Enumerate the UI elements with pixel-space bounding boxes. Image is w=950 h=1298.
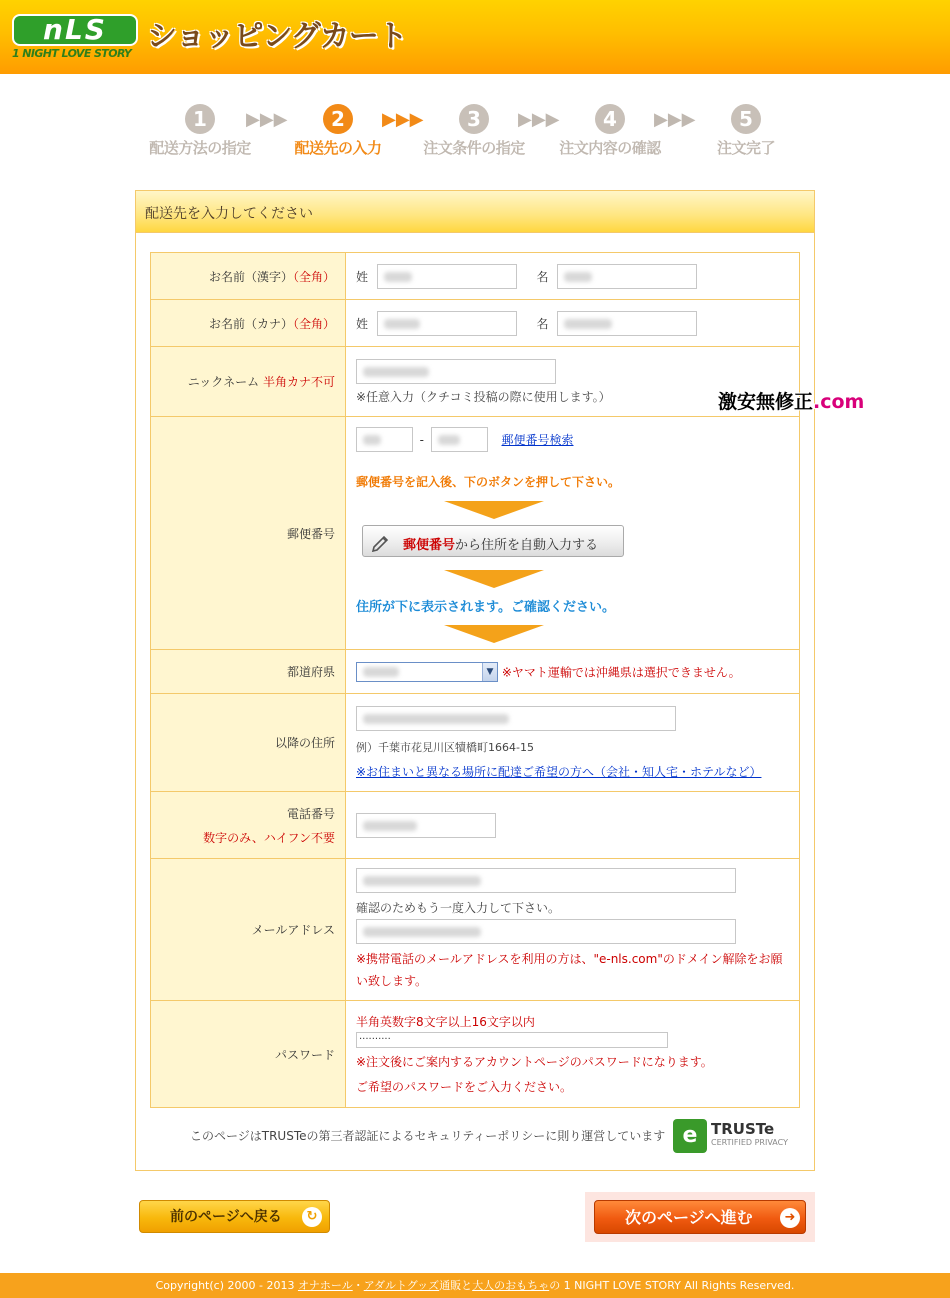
down-arrow-icon: [444, 625, 544, 643]
back-button[interactable]: [139, 1200, 330, 1233]
logo-tagline: 1 NIGHT LOVE STORY: [12, 47, 132, 60]
page-header: [0, 0, 950, 74]
phone-label: 電話番号: [286, 806, 335, 821]
phone-input[interactable]: [356, 813, 496, 838]
name-kanji-label: お名前（漢字）: [208, 269, 293, 284]
next-button[interactable]: [594, 1200, 806, 1234]
email-confirm-note: 確認のためもう一度入力して下さい。: [356, 900, 561, 915]
zip-dash: -: [419, 432, 424, 447]
password-rule: 半角英数字8文字以上16文字以内: [356, 1015, 535, 1029]
field-value: [346, 417, 800, 650]
zip-instruction: 郵便番号を記入後、下のボタンを押して下さい。: [356, 475, 621, 489]
zip-search-link[interactable]: 郵便番号検索: [501, 433, 574, 447]
truste-sub: CERTIFIED PRIVACY: [711, 1138, 788, 1147]
step-number: 5: [731, 104, 761, 134]
step-number: 3: [459, 104, 489, 134]
logo-mark: nLS: [12, 14, 138, 46]
form-row-email: [151, 859, 800, 1001]
watermark: [718, 391, 864, 413]
form-row-password: [151, 1001, 800, 1108]
footer-sep: ・: [352, 1279, 364, 1292]
required-note: （全角）: [292, 269, 335, 284]
panel-title: 配送先を入力してください: [136, 191, 814, 233]
shipping-form: [150, 252, 800, 1108]
zip-label: 郵便番号: [286, 526, 335, 541]
truste-name: TRUSTe: [711, 1120, 775, 1138]
truste-section: [136, 1117, 816, 1157]
nickname-input[interactable]: [356, 359, 556, 384]
page-title: ショッピングカート: [147, 19, 407, 54]
field-label: [151, 859, 346, 1001]
shipping-form-panel: [135, 190, 815, 1171]
form-row-nickname: [151, 347, 800, 417]
password-note: ご希望のパスワードをご入力ください。: [356, 1080, 573, 1094]
step-arrow-icon: ▶▶▶: [246, 109, 288, 130]
field-value: [346, 253, 800, 300]
zip-second-input[interactable]: [431, 427, 488, 452]
next-button-wrapper: [585, 1192, 815, 1242]
back-button-label: 前のページへ戻る: [170, 1209, 282, 1225]
prefecture-select[interactable]: [356, 662, 498, 682]
form-row-zip: [151, 417, 800, 650]
step-label: 注文完了: [716, 139, 775, 157]
password-input[interactable]: ··········: [356, 1032, 668, 1048]
field-label: [151, 417, 346, 650]
step-arrow-icon: ▶▶▶: [382, 109, 424, 130]
checkout-steps: [140, 104, 790, 164]
watermark-main: 激安無修正: [718, 391, 814, 413]
first-name-kanji-input[interactable]: [557, 264, 697, 289]
step-label: 注文内容の確認: [559, 139, 661, 157]
step-5: [681, 104, 811, 157]
step-arrow-icon: ▶▶▶: [654, 109, 696, 130]
next-button-label: 次のページへ進む: [625, 1208, 753, 1227]
field-value: [346, 650, 800, 694]
form-row-name-kanji: [151, 253, 800, 300]
step-arrow-icon: ▶▶▶: [518, 109, 560, 130]
email-label: メールアドレス: [251, 923, 335, 937]
truste-seal[interactable]: [673, 1119, 793, 1153]
address-input[interactable]: [356, 706, 676, 731]
field-label: [151, 650, 346, 694]
arrow-right-icon: ➜: [780, 1208, 800, 1228]
page-footer: [0, 1273, 950, 1298]
down-arrow-icon: [444, 570, 544, 588]
form-row-name-kana: [151, 300, 800, 347]
required-note: 半角カナ不可: [262, 375, 335, 389]
zip-result-note: 住所が下に表示されます。ご確認ください。: [356, 600, 615, 615]
footer-link-adult-goods[interactable]: アダルトグッズ: [363, 1279, 440, 1292]
first-name-kana-input[interactable]: [557, 311, 697, 336]
field-label: [151, 694, 346, 792]
nickname-note: ※任意入力（クチコミ投稿の際に使用します。）: [356, 389, 611, 404]
watermark-suffix: .com: [813, 391, 865, 413]
field-label: [151, 1001, 346, 1108]
footer-prefix: Copyright(c) 2000 - 2013: [155, 1279, 298, 1292]
field-label: [151, 347, 346, 417]
field-value: [346, 792, 800, 859]
form-row-prefecture: [151, 650, 800, 694]
step-number: 4: [595, 104, 625, 134]
last-name-prefix: 姓: [356, 269, 369, 284]
field-label: [151, 253, 346, 300]
email-input[interactable]: [356, 868, 736, 893]
zip-first-input[interactable]: [356, 427, 413, 452]
circle-arrow-icon: ↻: [302, 1207, 322, 1227]
last-name-kanji-input[interactable]: [377, 264, 517, 289]
zip-button-bold: 郵便番号: [403, 538, 456, 553]
name-kana-label: お名前（カナ）: [208, 316, 293, 331]
footer-link-toys[interactable]: 大人のおもちゃ: [472, 1279, 550, 1292]
down-arrow-icon: [444, 501, 544, 519]
address-label: 以降の住所: [274, 736, 335, 750]
field-label: [151, 792, 346, 859]
required-note: （全角）: [292, 316, 335, 331]
email-confirm-input[interactable]: [356, 919, 736, 944]
password-label: パスワード: [274, 1047, 335, 1062]
step-label: 注文条件の指定: [423, 139, 525, 157]
field-value: [346, 694, 800, 792]
address-example: 例）千葉市花見川区犢橋町1664-15: [356, 740, 534, 754]
mobile-email-note: ※携帯電話のメールアドレスを利用の方は、"e-nls.com"のドメイン解除をお願い致します。: [356, 951, 783, 988]
step-label: 配送方法の指定: [149, 139, 251, 157]
step-label: 配送先の入力: [294, 139, 382, 157]
form-row-address: [151, 694, 800, 792]
other-address-link[interactable]: ※お住まいと異なる場所に配達ご希望の方へ（会社・知人宅・ホテルなど）: [356, 764, 762, 779]
field-value: [346, 1001, 800, 1108]
required-note: 数字のみ、ハイフン不要: [203, 830, 335, 845]
step-number: 1: [185, 104, 215, 134]
nickname-label: ニックネーム: [187, 375, 260, 389]
first-name-prefix: 名: [536, 316, 549, 331]
zip-autofill-button[interactable]: [362, 525, 624, 557]
footer-link-onahole[interactable]: オナホール: [297, 1279, 353, 1292]
first-name-prefix: 名: [536, 269, 549, 284]
field-value: [346, 300, 800, 347]
truste-e-icon: e: [673, 1119, 707, 1153]
step-number: 2: [323, 104, 353, 134]
footer-mid: 通販と: [439, 1279, 473, 1292]
prefecture-label: 都道府県: [286, 665, 335, 679]
last-name-kana-input[interactable]: [377, 311, 517, 336]
zip-button-text: から住所を自動入力する: [455, 538, 599, 553]
prefecture-note: ※ヤマト運輸では沖縄県は選択できません。: [501, 665, 741, 679]
field-value: [346, 859, 800, 1001]
site-logo[interactable]: [12, 14, 138, 62]
chevron-down-icon: ▼: [482, 663, 497, 681]
last-name-prefix: 姓: [356, 316, 369, 331]
password-note: ※注文後にご案内するアカウントページのパスワードになります。: [356, 1055, 713, 1069]
form-row-phone: [151, 792, 800, 859]
field-label: [151, 300, 346, 347]
pencil-icon: [371, 532, 391, 552]
footer-suffix: の 1 NIGHT LOVE STORY All Rights Reserved.: [549, 1279, 795, 1292]
truste-statement: このページはTRUSTeの第三者認証によるセキュリティーポリシーに則り運営しています: [190, 1129, 666, 1143]
